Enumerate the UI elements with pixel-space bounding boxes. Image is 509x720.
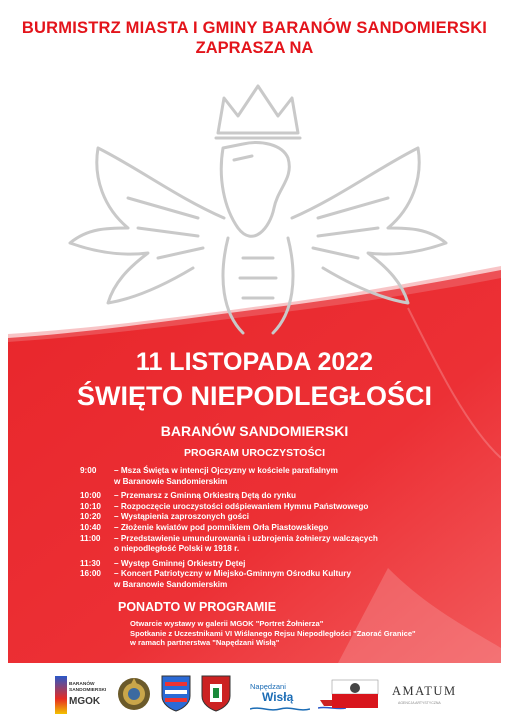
schedule-desc: – Występ Gminnej Orkiestry Dętej: [114, 558, 246, 568]
schedule-row: [80, 491, 490, 502]
schedule-desc: – Złożenie kwiatów pod pomnikiem Orła Piastowskiego: [114, 522, 329, 532]
schedule-row: [80, 569, 490, 580]
schedule-desc: w Baranowie Sandomierskim: [114, 476, 228, 486]
extra-line: w ramach partnerstwa "Napędzani Wisłą": [130, 638, 280, 648]
more-in-program-title: PONADTO W PROGRAMIE: [118, 600, 277, 614]
wave-icon: [250, 706, 310, 712]
header-line-invite: ZAPRASZA NA: [195, 39, 314, 57]
schedule-time: 10:10: [80, 501, 101, 511]
wisla-text: Wisłą: [262, 690, 294, 704]
schedule-time: [80, 544, 114, 555]
program-title: PROGRAM UROCZYSTOŚCI: [184, 447, 325, 459]
schedule-time: 10:00: [80, 491, 101, 501]
schedule-desc: o niepodległość Polski w 1918 r.: [114, 544, 240, 554]
schedule-time: 10:40: [80, 522, 101, 532]
extra-line: Spotkanie z Uczestnikami VI Wiślanego Rejsu Niepodległości "Zaorać Granice": [130, 628, 416, 638]
extra-events: [130, 619, 416, 648]
mgok-color-bar: [55, 676, 67, 714]
extra-line: Otwarcie wystawy w galerii MGOK "Portret Żołnierza": [130, 619, 324, 628]
napedzani-text: Napędzani: [250, 682, 286, 691]
sponsor-logos: [0, 668, 509, 720]
mgok-logo-text: BARANÓW SANDOMIERSKI: [69, 682, 107, 693]
schedule-row: [80, 559, 490, 570]
schedule-desc: – Przedstawienie umundurowania i uzbrojenia żołnierzy walczących: [114, 533, 378, 543]
schedule-time: 10:20: [80, 512, 101, 522]
schedule-row: [80, 534, 490, 545]
mgok-logo-title: MGOK: [69, 696, 101, 707]
schedule-time: 16:00: [80, 569, 101, 579]
schedule-row: [80, 523, 490, 534]
amatum-logo: [392, 674, 462, 714]
event-title: ŚWIĘTO NIEPODLEGŁOŚCI: [76, 381, 433, 411]
amatum-subtext: AGENCJA ARTYSTYCZNA: [398, 701, 441, 705]
schedule-list: [80, 466, 490, 591]
white-eagle-emblem: [38, 78, 478, 348]
napedzani-wisla-logo: [250, 676, 310, 712]
schedule-desc: – Rozpoczęcie uroczystości odśpiewaniem Hymnu Państwowego: [114, 501, 369, 511]
schedule-desc: – Przemarsz z Gminną Orkiestrą Dętą do rynku: [114, 491, 297, 501]
schedule-desc: w Baranowie Sandomierskim: [114, 579, 228, 589]
schedule-time: 11:00: [80, 533, 101, 543]
independence-logo-icon: [330, 676, 380, 712]
schedule-time: [80, 477, 114, 488]
schedule-row: [80, 466, 490, 477]
orchestra-badge-logo: [116, 674, 152, 714]
schedule-desc: – Koncert Patriotyczny w Miejsko-Gminnym Ośrodku Kultury: [114, 569, 352, 579]
schedule-time: 9:00: [80, 466, 97, 475]
schedule-row: [80, 502, 490, 513]
schedule-row: [80, 544, 490, 555]
amatum-text: AMATUM: [392, 684, 457, 698]
event-date: 11 LISTOPADA 2022: [135, 348, 374, 376]
town-coat-of-arms-icon: [200, 674, 232, 712]
schedule-row: [80, 477, 490, 488]
poster-frame: [8, 8, 501, 663]
schedule-time: 11:30: [80, 558, 101, 568]
schedule-desc: – Wystąpienia zaproszonych gości: [114, 512, 249, 522]
schedule-time: [80, 580, 114, 591]
schedule-row: [80, 580, 490, 591]
schedule-row: [80, 512, 490, 523]
event-town: BARANÓW SANDOMIERSKI: [160, 423, 349, 439]
mgok-logo: [55, 676, 107, 714]
header: [8, 18, 501, 58]
header-line-mayor: BURMISTRZ MIASTA I GMINY BARANÓW SANDOMIERSKI: [21, 19, 488, 37]
county-coat-of-arms-icon: [160, 674, 192, 712]
schedule-desc: – Msza Święta w intencji Ojczyzny w kościele parafialnym: [114, 466, 338, 475]
